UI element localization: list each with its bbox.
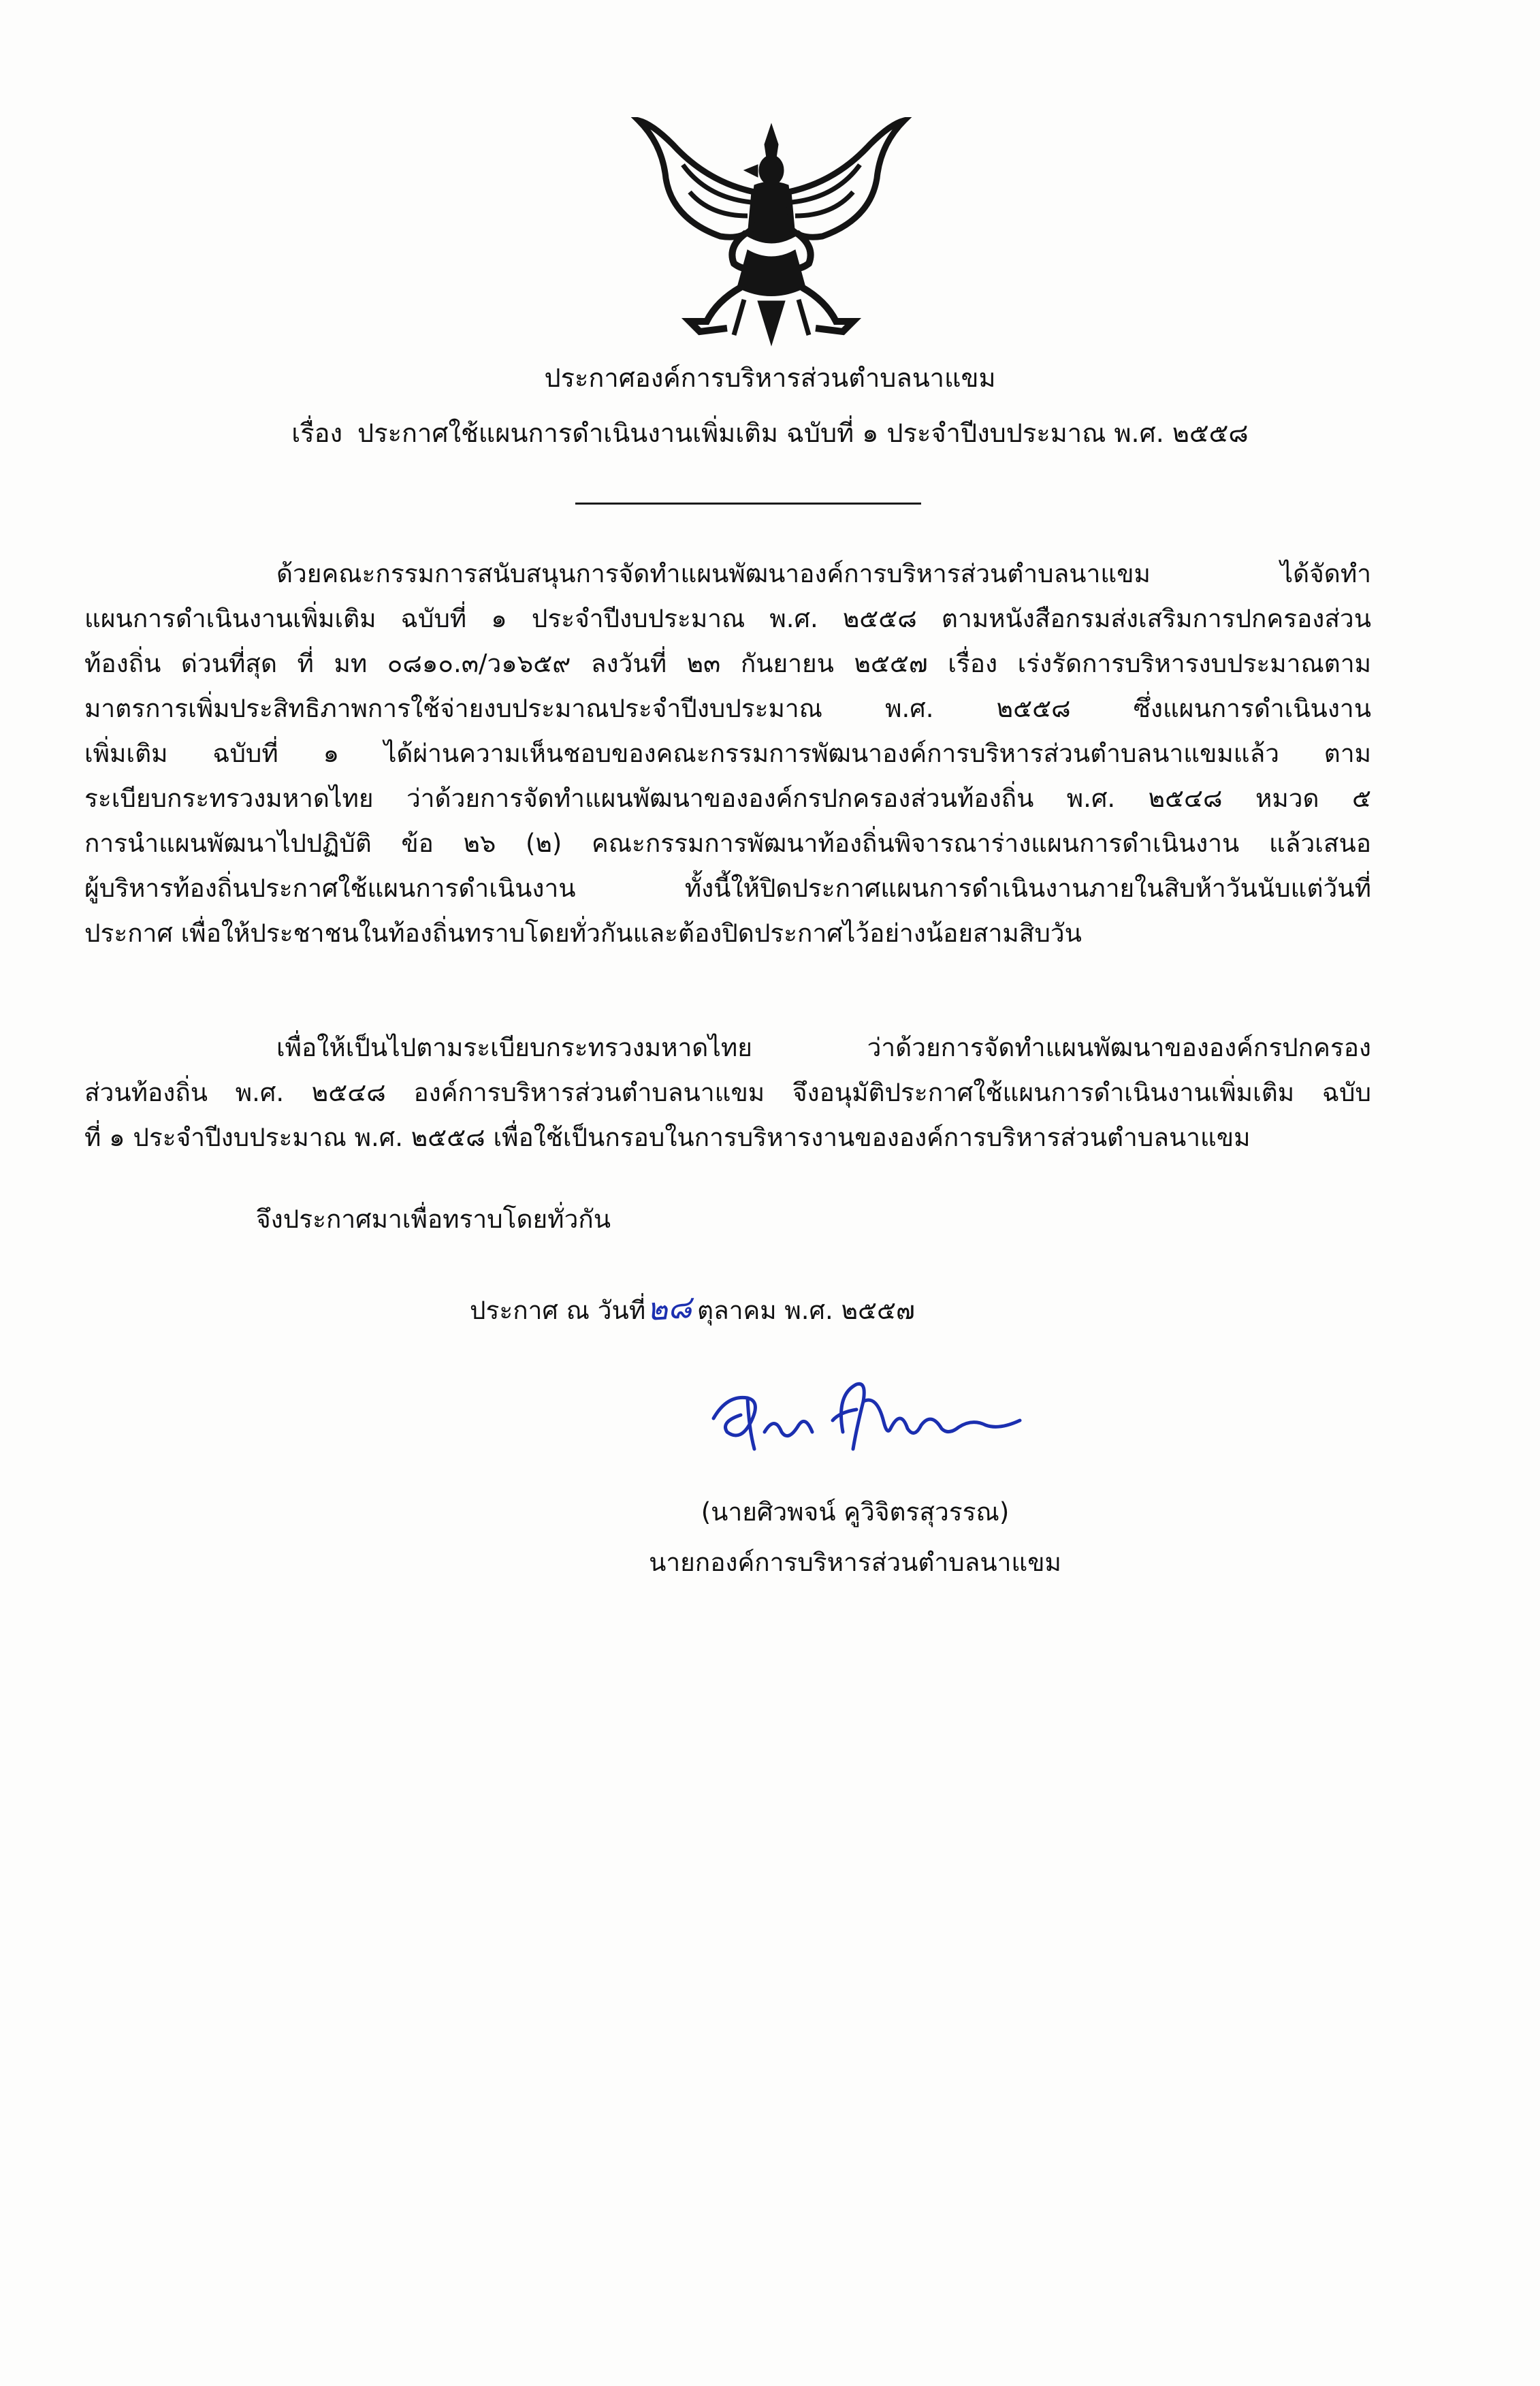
paragraph-1-line: มาตรการเพิ่มประสิทธิภาพการใช้จ่ายงบประมาณประจำปีงบประมาณ พ.ศ. ๒๕๕๘ ซึ่งแผนการดำเนินงาน [84, 694, 1371, 723]
date-day-handwritten: ๒๘ [645, 1288, 693, 1329]
signatory-name: (นายศิวพจน์ คูวิจิตรสุวรรณ) [701, 1497, 1010, 1527]
garuda-emblem-icon [625, 117, 918, 349]
paragraph-1-line: ด้วยคณะกรรมการสนับสนุนการจัดทำแผนพัฒนาองค์การบริหารส่วนตำบลนาแขม ได้จัดทำ [276, 559, 1371, 588]
document-title: ประกาศองค์การบริหารส่วนตำบลนาแขม [544, 363, 996, 393]
document-subject [0, 413, 1540, 454]
subject-label: เรื่อง [291, 418, 343, 448]
signatory-position: นายกองค์การบริหารส่วนตำบลนาแขม [649, 1548, 1061, 1577]
paragraph-1-line: ผู้บริหารท้องถิ่นประกาศใช้แผนการดำเนินงาน ทั้งนี้ให้ปิดประกาศแผนการดำเนินงานภายในสิบห้าวันนับแต่วันที่ [84, 874, 1371, 903]
date-month-year: ตุลาคม พ.ศ. ๒๕๕๗ [697, 1296, 915, 1325]
paragraph-2-line: ที่ ๑ ประจำปีงบประมาณ พ.ศ. ๒๕๕๘ เพื่อใช้เป็นกรอบในการบริหารงานขององค์การบริหารส่วนตำบลนาแขม [84, 1123, 1251, 1152]
paragraph-2-line: เพื่อให้เป็นไปตามระเบียบกระทรวงมหาดไทย ว่าด้วยการจัดทำแผนพัฒนาขององค์กรปกครอง [276, 1033, 1371, 1062]
title-divider [575, 503, 921, 505]
announcement-date [470, 1286, 915, 1333]
paragraph-1-line: ประกาศ เพื่อให้ประชาชนในท้องถิ่นทราบโดยทั่วกันและต้องปิดประกาศไว้อย่างน้อยสามสิบวัน [84, 919, 1082, 948]
paragraph-1-line: แผนการดำเนินงานเพิ่มเติม ฉบับที่ ๑ ประจำปีงบประมาณ พ.ศ. ๒๕๕๘ ตามหนังสือกรมส่งเสริมการปกครองส่วน [84, 604, 1371, 633]
handwritten-signature-icon [700, 1367, 1054, 1469]
closing-statement: จึงประกาศมาเพื่อทราบโดยทั่วกัน [256, 1205, 611, 1234]
paragraph-1-line: ท้องถิ่น ด่วนที่สุด ที่ มท ๐๘๑๐.๓/ว๑๖๕๙ ลงวันที่ ๒๓ กันยายน ๒๕๕๗ เรื่อง เร่งรัดการบริหารงบประมาณตาม [84, 649, 1371, 678]
paragraph-1-line: ระเบียบกระทรวงมหาดไทย ว่าด้วยการจัดทำแผนพัฒนาขององค์กรปกครองส่วนท้องถิ่น พ.ศ. ๒๕๔๘ หมวด ๕ [84, 784, 1371, 813]
date-prefix: ประกาศ ณ วันที่ [470, 1296, 646, 1325]
subject-text: ประกาศใช้แผนการดำเนินงานเพิ่มเติม ฉบับที่ ๑ ประจำปีงบประมาณ พ.ศ. ๒๕๕๘ [357, 418, 1249, 448]
paragraph-2-line: ส่วนท้องถิ่น พ.ศ. ๒๕๔๘ องค์การบริหารส่วนตำบลนาแขม จึงอนุมัติประกาศใช้แผนการดำเนินงานเพิ่มเติม ฉบับ [84, 1078, 1371, 1107]
paragraph-1-line: การนำแผนพัฒนาไปปฏิบัติ ข้อ ๒๖ (๒) คณะกรรมการพัฒนาท้องถิ่นพิจารณาร่างแผนการดำเนินงาน แล้วเสนอ [84, 829, 1371, 858]
paragraph-1-line: เพิ่มเติม ฉบับที่ ๑ ได้ผ่านความเห็นชอบของคณะกรรมการพัฒนาองค์การบริหารส่วนตำบลนาแขมแล้ว ตาม [84, 739, 1371, 768]
